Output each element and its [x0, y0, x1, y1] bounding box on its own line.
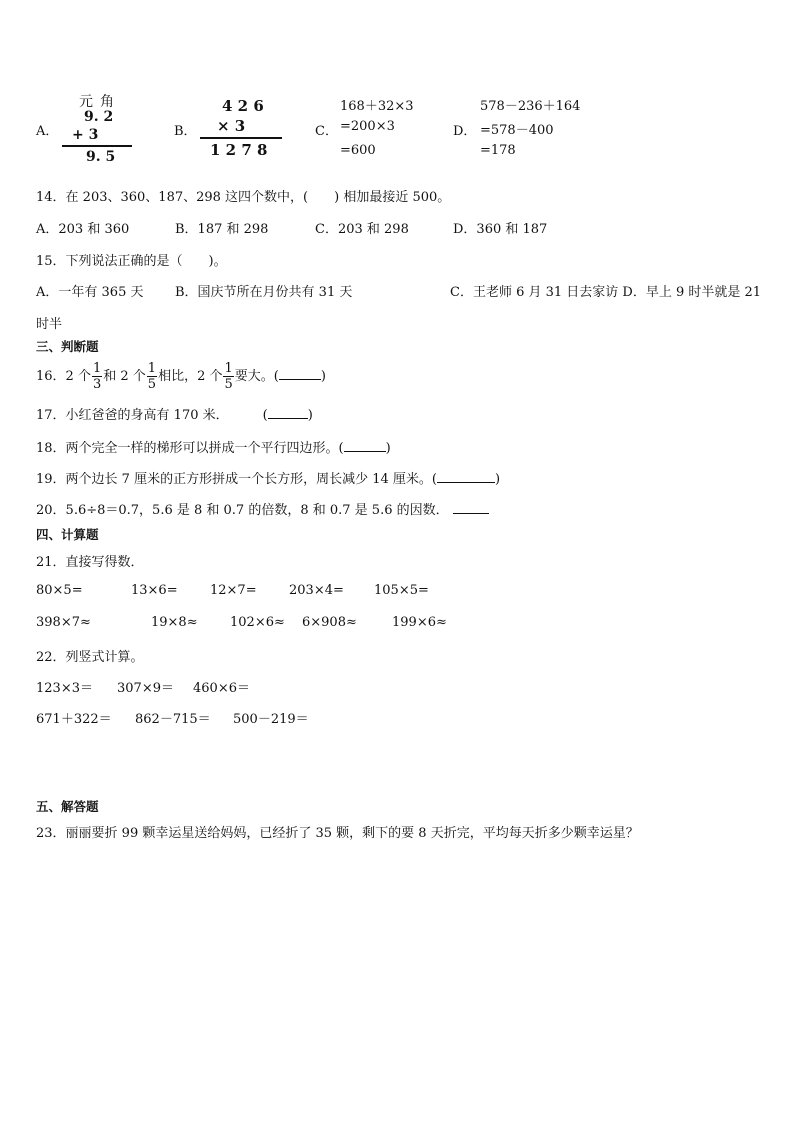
q18-close: ) — [385, 441, 391, 456]
q21-item: 13×6= — [131, 583, 178, 598]
q14-option-a: A．203 和 360 — [36, 222, 130, 237]
q18-answer-blank[interactable] — [344, 451, 386, 452]
q13-d-line3: =178 — [480, 143, 516, 158]
q14-option-c: C．203 和 298 — [315, 222, 409, 237]
q13-option-b-label: B． — [174, 124, 197, 139]
section-title-word-problems: 五、解答题 — [36, 799, 99, 814]
q21-item: 203×4= — [289, 583, 344, 598]
q22-stem: 22．列竖式计算。 — [36, 650, 144, 665]
q16-fraction-1 — [92, 362, 102, 391]
q20 — [36, 499, 489, 518]
q22-item: 500－219＝ — [233, 712, 309, 727]
q15-option-a: A．一年有 365 天 — [36, 285, 144, 300]
q13-option-c-label: C． — [315, 124, 338, 139]
q20-answer-blank[interactable] — [453, 513, 489, 514]
q13-d-line1: 578－236＋164 — [480, 99, 581, 114]
q21-item: 398×7≈ — [36, 615, 91, 630]
q16-frac2-denominator: 5 — [147, 377, 157, 392]
q22-item: 671＋322＝ — [36, 712, 112, 727]
q22-item: 460×6＝ — [193, 681, 250, 696]
q13-a-rule — [62, 145, 132, 147]
section-title-judgement: 三、判断题 — [36, 339, 99, 354]
q19 — [36, 468, 500, 487]
q22-item: 123×3＝ — [36, 681, 93, 696]
q22-item: 862－715＝ — [135, 712, 211, 727]
q13-c-line1: 168＋32×3 — [340, 99, 414, 114]
q16 — [36, 358, 326, 396]
q13-b-rule — [200, 137, 282, 139]
q18 — [36, 437, 391, 456]
q21-item: 105×5= — [374, 583, 429, 598]
q21-item: 80×5= — [36, 583, 83, 598]
q16-mid2: 相比，2 个 — [158, 369, 223, 384]
q17-open: ( — [262, 408, 268, 423]
section-title-calculation: 四、计算题 — [36, 527, 99, 542]
q13-a-result: 9. 5 — [86, 149, 116, 165]
q21-stem: 21．直接写得数． — [36, 555, 144, 570]
q15-option-b: B．国庆节所在月份共有 31 天 — [175, 285, 353, 300]
q16-suffix: 要大。( — [234, 369, 279, 384]
q13-option-a-label: A． — [36, 124, 59, 139]
q16-frac3-denominator: 5 — [224, 377, 233, 392]
q17-close: ) — [307, 408, 313, 423]
q13-a-unit-yuan: 元 — [79, 94, 93, 110]
q14-stem: 14．在 203、360、187、298 这四个数中，( ) 相加最接近 500。 — [36, 190, 451, 205]
q15-option-d-continuation: 时半 — [36, 317, 63, 332]
q21-item: 6×908≈ — [302, 615, 357, 630]
q13-c-line3: =600 — [340, 143, 376, 158]
q16-frac2-numerator: 1 — [147, 361, 157, 376]
q16-frac1-numerator: 1 — [92, 361, 102, 376]
q16-frac3-numerator: 1 — [224, 361, 233, 376]
q14-option-b: B．187 和 298 — [175, 222, 269, 237]
q22-item: 307×9＝ — [117, 681, 174, 696]
q13-a-top-number: 9. 2 — [84, 109, 114, 125]
q20-stem: 20．5.6÷8＝0.7，5.6 是 8 和 0.7 的倍数，8 和 0.7 是 5.6 的因数． — [36, 503, 449, 518]
q19-close: ) — [494, 472, 501, 487]
q17-answer-blank[interactable] — [268, 418, 308, 419]
q16-mid1: 和 2 个 — [103, 369, 146, 384]
q15-stem: 15．下列说法正确的是（ )。 — [36, 254, 227, 269]
q13-a-unit-jiao: 角 — [100, 94, 114, 110]
q16-answer-blank[interactable] — [279, 379, 321, 380]
q17 — [36, 404, 313, 423]
q13-option-d-label: D． — [453, 124, 477, 139]
q21-item: 102×6≈ — [230, 615, 285, 630]
q13-d-line2: =578－400 — [480, 123, 554, 138]
q16-close: ) — [320, 369, 326, 384]
q16-prefix: 16．2 个 — [36, 369, 91, 384]
q21-item: 19×8≈ — [151, 615, 198, 630]
q15-option-cd: C．王老师 6 月 31 日去家访 D．早上 9 时半就是 21 — [450, 285, 762, 300]
q13-a-addend: + 3 — [72, 127, 99, 143]
q14-option-d: D．360 和 187 — [453, 222, 548, 237]
q19-answer-blank[interactable] — [437, 482, 495, 483]
q23-stem: 23．丽丽要折 99 颗幸运星送给妈妈，已经折了 35 颗，剩下的要 8 天折完，平均每天折多少颗幸运星？ — [36, 826, 639, 841]
q16-frac1-denominator: 3 — [92, 377, 102, 392]
q13-b-multiplier: × 3 — [217, 117, 246, 135]
q18-stem: 18．两个完全一样的梯形可以拼成一个平行四边形。( — [36, 441, 344, 456]
q19-stem: 19．两个边长 7 厘米的正方形拼成一个长方形，周长减少 14 厘米。( — [36, 472, 437, 487]
q21-item: 12×7= — [210, 583, 257, 598]
q13-b-top-number: 4 2 6 — [222, 97, 264, 115]
q16-fraction-2 — [147, 362, 157, 391]
q13-b-result: 1 2 7 8 — [210, 141, 268, 159]
q16-fraction-3 — [223, 362, 233, 391]
q17-stem: 17．小红爸爸的身高有 170 米． — [36, 408, 229, 423]
q21-item: 199×6≈ — [392, 615, 447, 630]
q13-c-line2: =200×3 — [340, 119, 395, 134]
